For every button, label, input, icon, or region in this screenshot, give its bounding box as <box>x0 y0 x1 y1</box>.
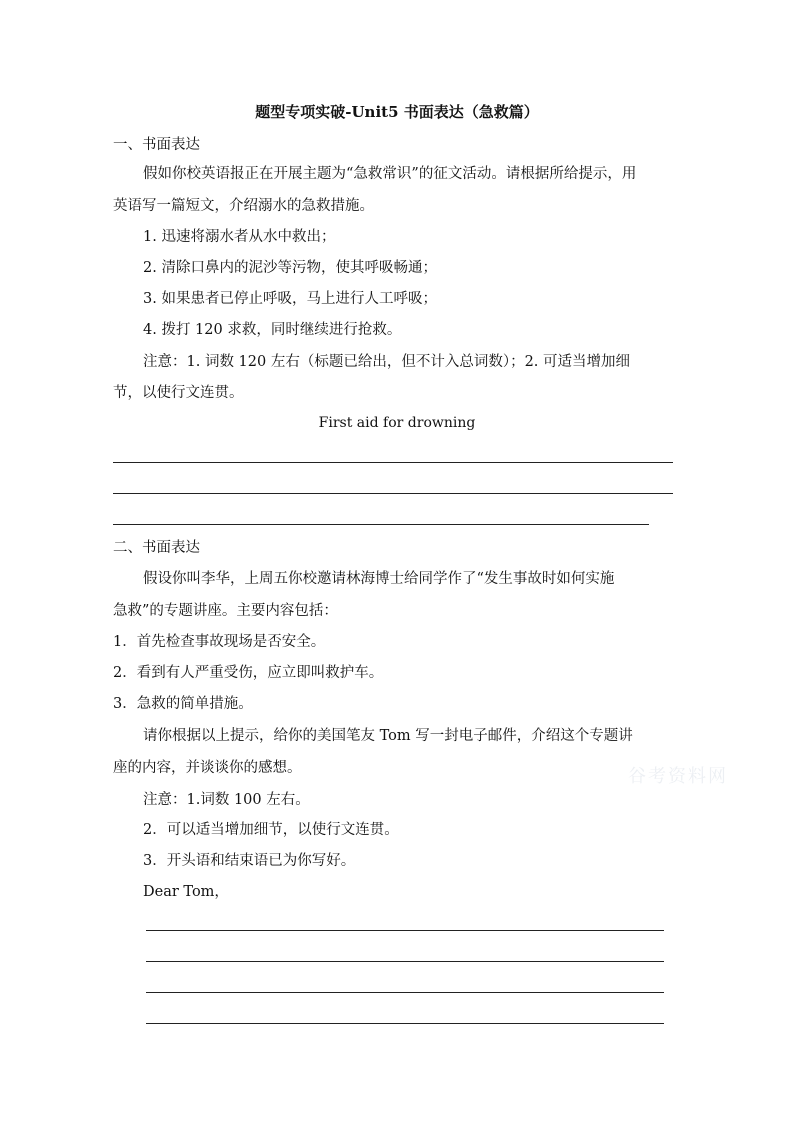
section2-task-line2: 座的内容，并谈谈你的感想。 <box>113 760 302 776</box>
section1-note-line1: 注意：1. 词数 120 左右（标题已给出，但不计入总词数）；2. 可适当增加细 <box>143 354 631 370</box>
section1-note-line2: 节，以使行文连贯。 <box>113 385 244 401</box>
letter-line-3 <box>146 992 664 993</box>
answer-line-1 <box>113 462 673 463</box>
answer-line-3 <box>113 524 649 525</box>
page-title: 题型专项实破-Unit5 书面表达（急救篇） <box>255 103 539 121</box>
section2-heading: 二、书面表达 <box>113 540 200 556</box>
section2-intro-line2: 急救”的专题讲座。主要内容包括： <box>113 603 338 619</box>
section2-point-2: 2．看到有人严重受伤，应立即叫救护车。 <box>113 665 384 681</box>
letter-greeting: Dear Tom， <box>143 884 229 900</box>
section1-heading: 一、书面表达 <box>113 137 200 153</box>
section1-point-2: 2. 清除口鼻内的泥沙等污物，使其呼吸畅通； <box>143 260 437 276</box>
section2-task-line1: 请你根据以上提示，给你的美国笔友 Tom 写一封电子邮件，介绍这个专题讲 <box>143 728 633 744</box>
section1-point-4: 4. 拨打 120 求救，同时继续进行抢救。 <box>143 322 402 338</box>
section2-point-3: 3．急救的简单措施。 <box>113 696 253 712</box>
section1-point-3: 3. 如果患者已停止呼吸，马上进行人工呼吸； <box>143 291 437 307</box>
section2-point-1: 1．首先检查事故现场是否安全。 <box>113 634 326 650</box>
letter-line-1 <box>146 930 664 931</box>
section2-note-3: 3．开头语和结束语已为你写好。 <box>143 853 356 869</box>
section1-point-1: 1. 迅速将溺水者从水中救出； <box>143 229 336 245</box>
section2-note-1: 注意：1.词数 100 左右。 <box>143 792 310 808</box>
answer-line-2 <box>113 493 673 494</box>
section2-note-2: 2．可以适当增加细节，以使行文连贯。 <box>143 822 399 838</box>
letter-line-2 <box>146 961 664 962</box>
watermark: 谷考资料网 <box>628 766 728 787</box>
section2-intro-line1: 假设你叫李华，上周五你校邀请林海博士给同学作了“发生事故时如何实施 <box>143 571 615 587</box>
essay-title: First aid for drowning <box>318 415 476 431</box>
section1-intro-line1: 假如你校英语报正在开展主题为“急救常识”的征文活动。请根据所给提示，用 <box>143 166 637 182</box>
letter-line-4 <box>146 1023 664 1024</box>
section1-intro-line2: 英语写一篇短文，介绍溺水的急救措施。 <box>113 198 374 214</box>
